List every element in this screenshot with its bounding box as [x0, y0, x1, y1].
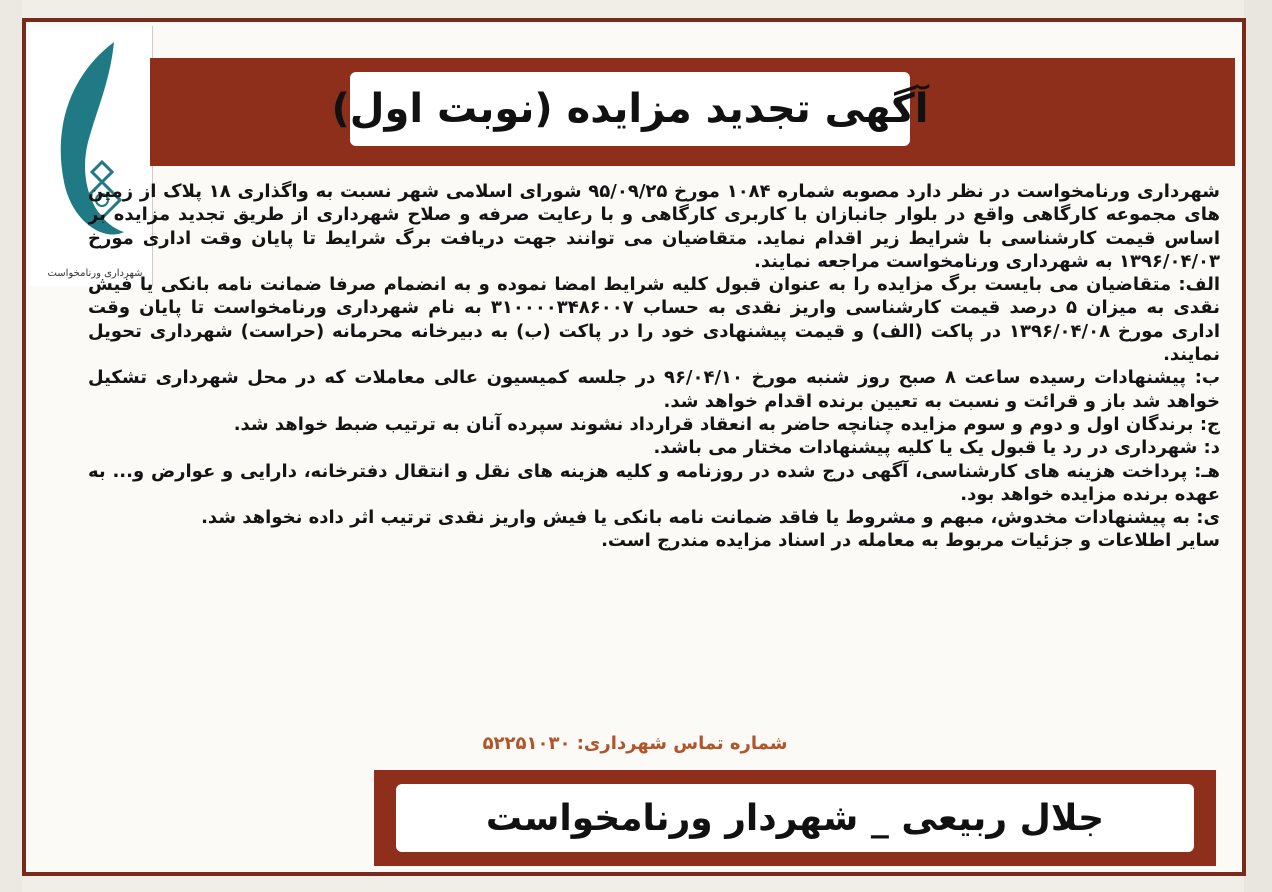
contact-number: شماره تماس شهرداری: ۵۲۲۵۱۰۳۰ [482, 733, 788, 754]
intro-paragraph [88, 180, 1220, 273]
intro-text: در نظر دارد مصوبه شماره ۱۰۸۴ مورخ ۹۵/۰۹/۲۵ شورای اسلامی شهر نسبت به واگذاری ۱۸ پلاک از زمین های مجموعه کارگاهی واقع در بلوار جانبازان با کاربری کارگاهی و با رعایت صرفه و صلاح شهرداری از طریق تجدید مزایده بر اساس قیمت کارشناسی با شرایط زیر اقدام نماید. متقاضیان می توانند جهت دریافت برگ شرایط تا پایان وقت اداری مورخ ۱۳۹۶/۰۴/۰۳ به شهرداری ورنامخواست مراجعه نمایند. [88, 181, 1220, 272]
announcement-title: آگهی تجدید مزایده (نوبت اول) [331, 86, 929, 132]
other-info: سایر اطلاعات و جزئیات مربوط به معامله در اسناد مزایده مندرج است. [601, 530, 1220, 552]
clause-dal: د: شهرداری در رد یا قبول یک یا کلیه پیشنهادات مختار می باشد. [653, 437, 1220, 459]
announcement-body [88, 180, 1220, 760]
clause-he: هـ: پرداخت هزینه های کارشناسی، آگهی درج شده در روزنامه و کلیه هزینه های نقل و انتقال دفترخانه، دارایی و عوارض و... به عهده برنده مزایده خواهد بود. [88, 460, 1220, 505]
signature: جلال ربیعی _ شهردار ورنامخواست [485, 797, 1105, 839]
title-box [331, 72, 929, 146]
clause-alef: الف: متقاضیان می بایست برگ مزایده را به عنوان قبول کلیه شرایط امضا نموده و به انضمام صرفا ضمانت نامه بانکی یا فیش نقدی به میزان ۵ درصد قیمت کارشناسی واریز نقدی به حساب ۳۱۰۰۰۰۳۴۸۶۰۰۷ به نام شهرداری ورنامخواست تا پایان وقت اداری مورخ ۱۳۹۶/۰۴/۰۸ در پاکت (الف) و قیمت پیشنهادی خود را در پاکت (ب) به دبیرخانه محرمانه (حراست) شهرداری تحویل نمایند. [88, 274, 1220, 366]
logo-caption: شهرداری ورنامخواست [47, 268, 143, 279]
clause-ye: ی: به پیشنهادات مخدوش، مبهم و مشروط یا فاقد ضمانت نامه بانکی یا فیش واریز نقدی ترتیب اثر داده نخواهد شد. [201, 507, 1220, 529]
page-margin-left [0, 0, 22, 892]
clause-jim: ج: برندگان اول و دوم و سوم مزایده چنانچه حاضر به انعقاد قرارداد نشوند سپرده آنان به ترتیب ضبط خواهد شد. [233, 413, 1220, 435]
intro-lead: شهرداری ورنامخواست [1016, 181, 1220, 202]
signature-box [396, 784, 1194, 852]
page-margin-right [1244, 0, 1272, 892]
clause-be: ب: پیشنهادات رسیده ساعت ۸ صبح روز شنبه مورخ ۹۶/۰۴/۱۰ در جلسه کمیسیون عالی معاملات که در محل شهرداری تشکیل خواهد شد باز و قرائت و نسبت به تعیین برنده اقدام خواهد شد. [88, 367, 1220, 412]
